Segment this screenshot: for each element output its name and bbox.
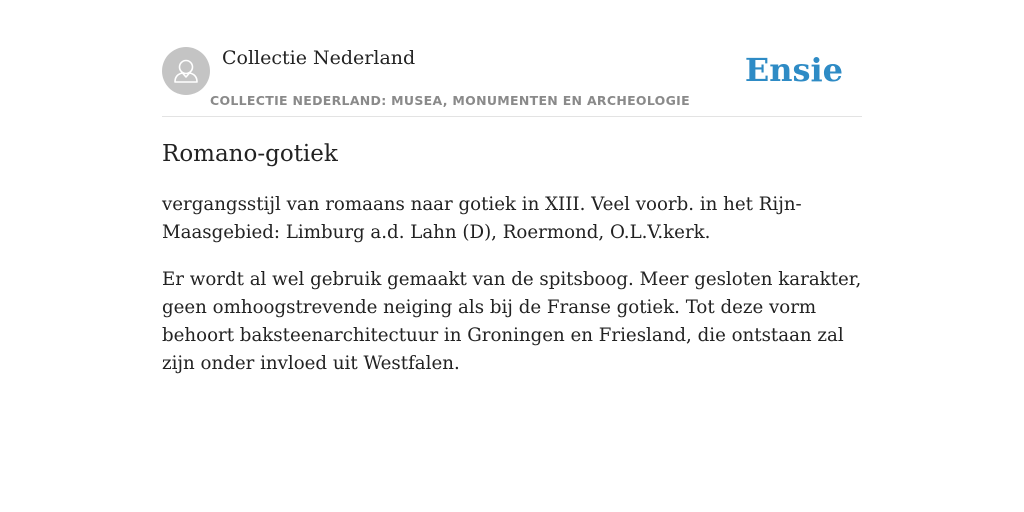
article-paragraph: vergangsstijl van romaans naar gotiek in XIII. Veel voorb. in het Rijn-Maasgebied: Limburg a.d. Lahn (D), Roermond, O.L.V.kerk.: [162, 194, 802, 243]
avatar[interactable]: [162, 47, 210, 95]
author-name[interactable]: Collectie Nederland: [222, 47, 416, 69]
article-title: Romano-gotiek: [162, 141, 338, 167]
brand-logo[interactable]: Ensie: [744, 51, 843, 89]
article: [162, 138, 862, 378]
article-paragraph: Er wordt al wel gebruik gemaakt van de spitsboog. Meer gesloten karakter, geen omhoogstrevende neiging als bij de Franse gotiek. Tot deze vorm behoort baksteenarchitectuur in Groningen en Friesland, die ontstaan zal zijn onder invloed uit Westfalen.: [162, 269, 862, 374]
source-caption[interactable]: COLLECTIE NEDERLAND: MUSEA, MONUMENTEN EN ARCHEOLOGIE: [210, 93, 690, 108]
author-header: [162, 0, 862, 117]
article-body: [162, 191, 862, 378]
user-silhouette-icon: [162, 47, 210, 95]
